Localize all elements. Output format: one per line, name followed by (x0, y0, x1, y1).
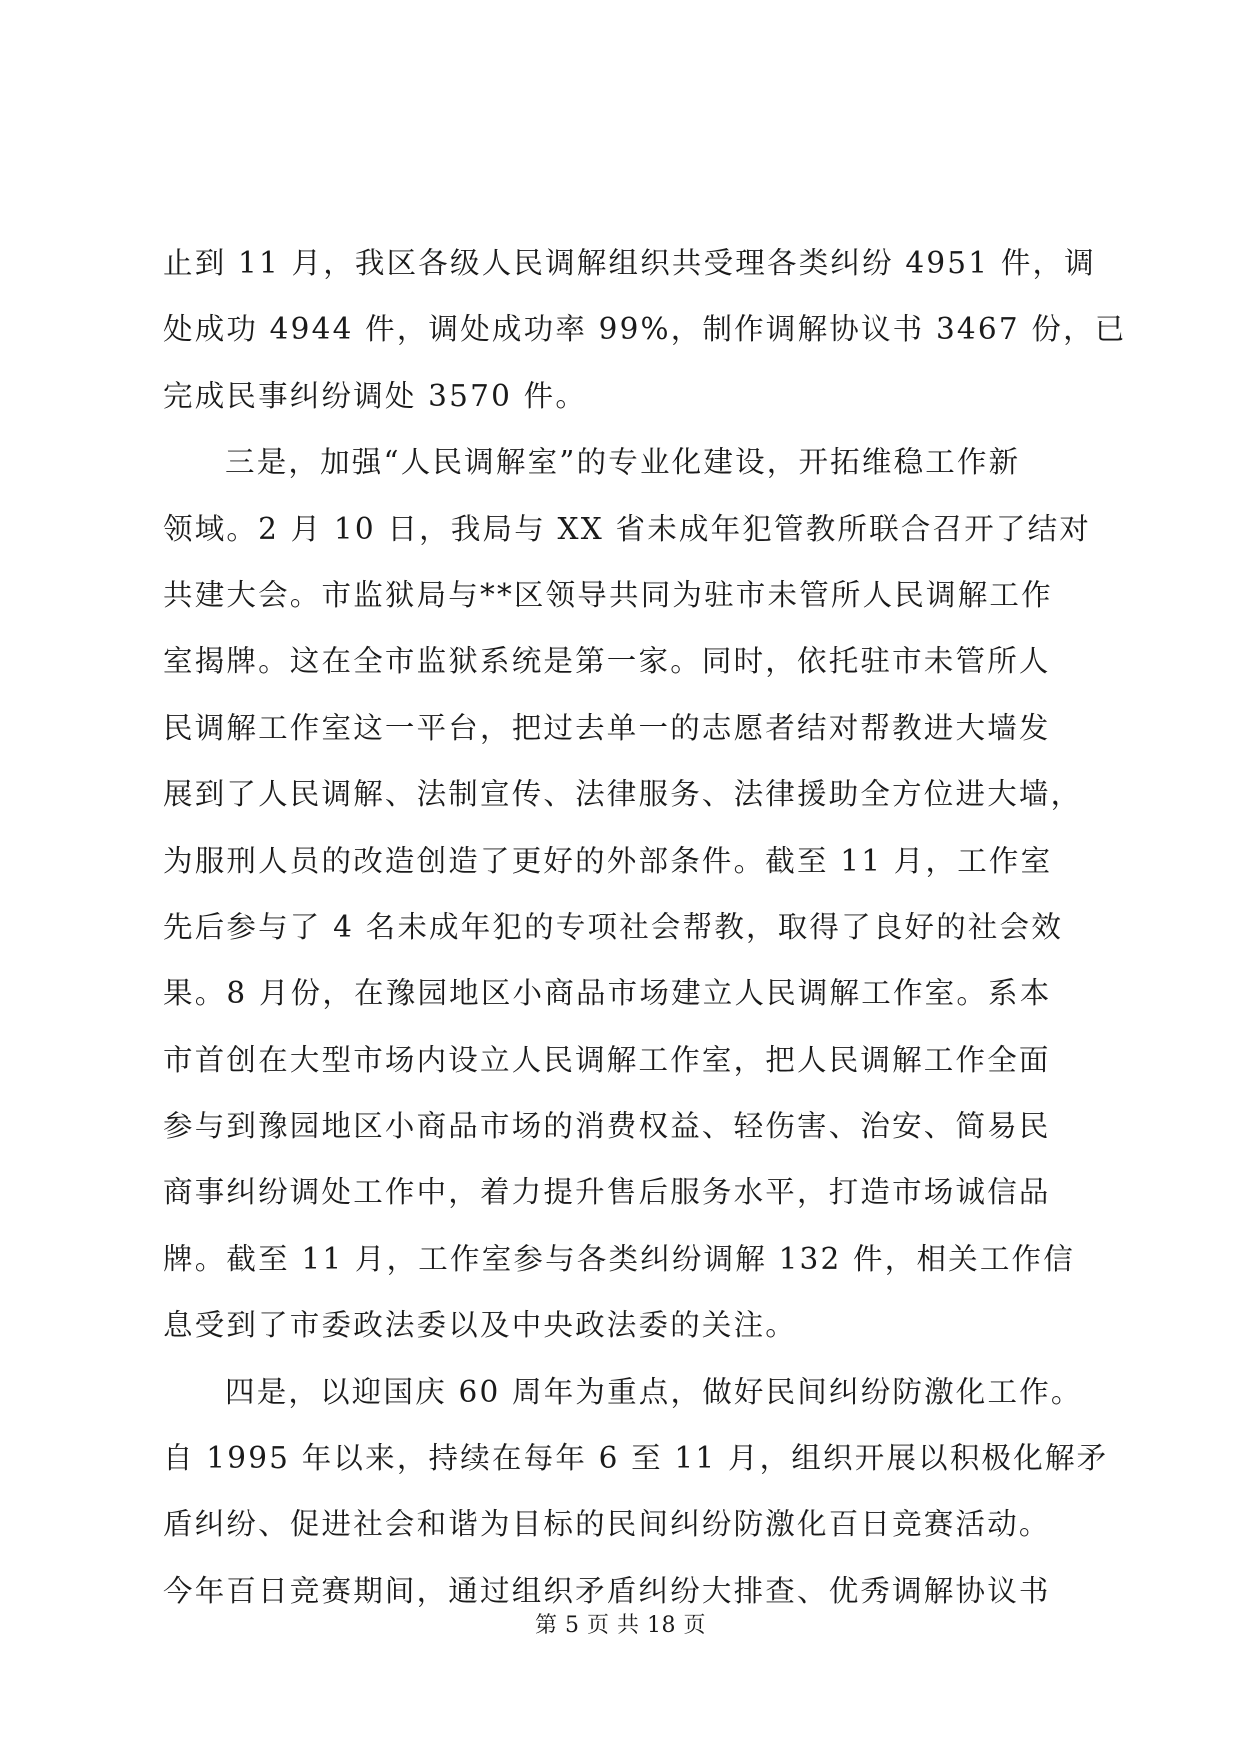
body-line: 展到了人民调解、法制宣传、法律服务、法律援助全方位进大墙， (163, 777, 1083, 812)
body-line: 民调解工作室这一平台，把过去单一的志愿者结对帮教进大墙发 (163, 710, 1051, 745)
paragraph-start-line: 四是，以迎国庆 60 周年为重点，做好民间纠纷防激化工作。 (225, 1374, 1083, 1409)
paragraph-start-line: 三是，加强“人民调解室”的专业化建设，开拓维稳工作新 (225, 445, 1021, 480)
body-line: 参与到豫园地区小商品市场的消费权益、轻伤害、治安、简易民 (163, 1109, 1051, 1144)
body-line: 盾纠纷、促进社会和谐为目标的民间纠纷防激化百日竞赛活动。 (163, 1507, 1051, 1542)
body-line: 自 1995 年以来，持续在每年 6 至 11 月，组织开展以积极化解矛 (163, 1441, 1109, 1476)
body-line: 完成民事纠纷调处 3570 件。 (163, 378, 588, 413)
body-line: 共建大会。市监狱局与**区领导共同为驻市未管所人民调解工作 (163, 577, 1053, 612)
body-line: 处成功 4944 件，调处成功率 99%，制作调解协议书 3467 份，已 (163, 312, 1127, 347)
document-body (163, 230, 1127, 1624)
body-line: 止到 11 月，我区各级人民调解组织共受理各类纠纷 4951 件，调 (163, 246, 1096, 280)
body-line: 牌。截至 11 月，工作室参与各类纠纷调解 132 件，相关工作信 (163, 1241, 1075, 1276)
body-line: 商事纠纷调处工作中，着力提升售后服务水平，打造市场诚信品 (163, 1175, 1051, 1210)
body-line: 为服刑人员的改造创造了更好的外部条件。截至 11 月，工作室 (163, 843, 1053, 878)
body-line: 先后参与了 4 名未成年犯的专项社会帮教，取得了良好的社会效 (163, 909, 1064, 944)
body-line: 市首创在大型市场内设立人民调解工作室，把人民调解工作全面 (163, 1042, 1051, 1077)
page-number-footer: 第 5 页 共 18 页 (535, 1613, 706, 1638)
body-line: 果。8 月份，在豫园地区小商品市场建立人民调解工作室。系本 (163, 976, 1052, 1011)
body-line: 息受到了市委政法委以及中央政法委的关注。 (163, 1308, 798, 1343)
body-line: 室揭牌。这在全市监狱系统是第一家。同时，依托驻市未管所人 (163, 644, 1051, 679)
body-line: 领域。2 月 10 日，我局与 XX 省未成年犯管教所联合召开了结对 (163, 511, 1091, 546)
body-line: 今年百日竞赛期间，通过组织矛盾纠纷大排查、优秀调解协议书 (163, 1573, 1051, 1608)
